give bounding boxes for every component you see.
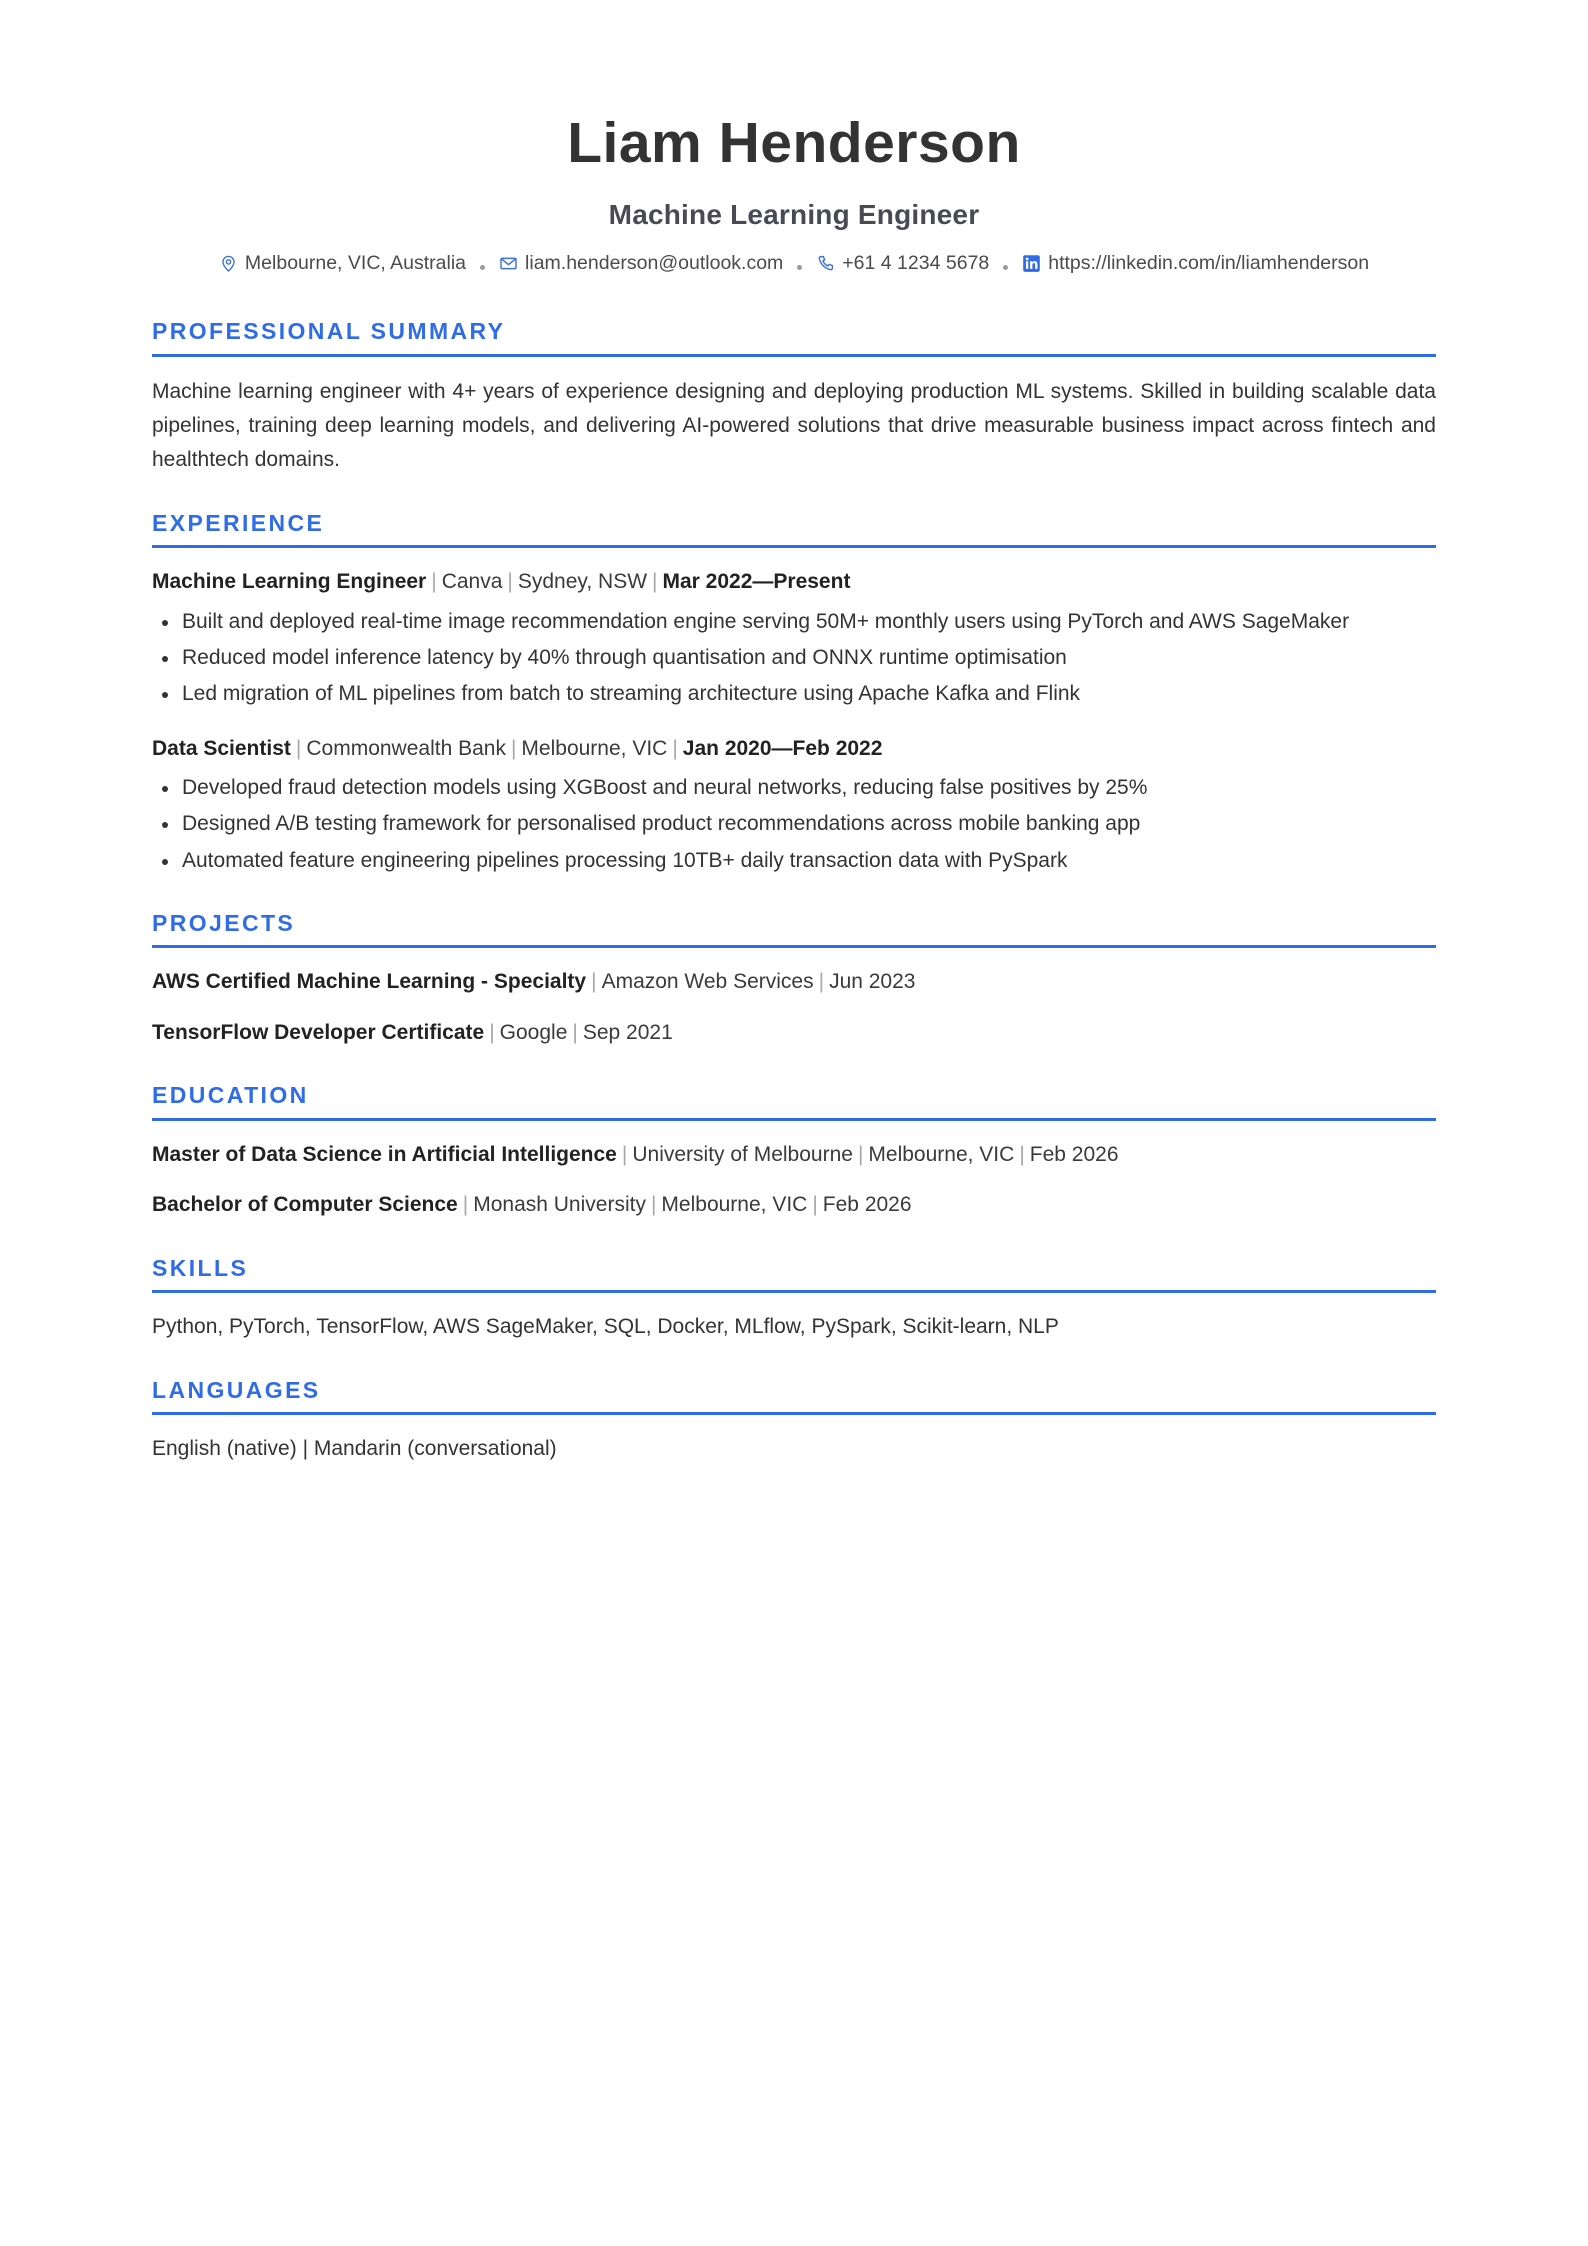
experience-company: Canva <box>441 569 503 593</box>
experience-entry <box>152 566 1436 711</box>
project-issuer: Google <box>499 1020 568 1044</box>
experience-job-title: Machine Learning Engineer <box>152 569 427 593</box>
education-location: Melbourne, VIC <box>868 1142 1015 1166</box>
resume-header <box>152 0 1436 273</box>
pipe-separator: | <box>1019 1142 1025 1166</box>
pipe-separator: | <box>572 1020 578 1044</box>
section-heading-professional-summary: PROFESSIONAL SUMMARY <box>152 318 506 345</box>
project-title: TensorFlow Developer Certificate <box>152 1020 485 1044</box>
pipe-separator: | <box>621 1142 628 1166</box>
contact-phone[interactable] <box>816 253 989 274</box>
section-education <box>152 1083 1436 1221</box>
education-degree: Bachelor of Computer Science <box>152 1193 458 1217</box>
pipe-separator: | <box>510 736 517 760</box>
section-languages <box>152 1378 1436 1466</box>
contact-phone-text: +61 4 1234 5678 <box>842 251 990 274</box>
email-icon <box>499 254 518 273</box>
candidate-job-title: Machine Learning Engineer <box>608 198 980 230</box>
education-school: University of Melbourne <box>632 1142 853 1166</box>
education-date: Feb 2026 <box>822 1193 912 1217</box>
education-degree: Master of Data Science in Artificial Intelligence <box>152 1142 617 1166</box>
contact-separator-dot <box>1003 265 1008 270</box>
pipe-separator: | <box>462 1193 469 1217</box>
contact-email[interactable] <box>499 253 783 274</box>
experience-bullet: Built and deployed real-time image recommendation engine serving 50M+ monthly users using PyTorch and AWS SageMaker <box>152 606 1436 638</box>
project-date: Sep 2021 <box>582 1020 673 1044</box>
experience-dates: Mar 2022—Present <box>662 569 851 593</box>
linkedin-icon <box>1022 254 1041 273</box>
education-entry <box>152 1189 1436 1222</box>
section-heading-languages: LANGUAGES <box>152 1376 321 1403</box>
section-skills <box>152 1256 1436 1344</box>
experience-entry <box>152 733 1436 878</box>
experience-bullet-list <box>152 606 1436 711</box>
experience-entry-header <box>152 566 1436 599</box>
experience-bullet-list <box>152 772 1436 877</box>
pipe-separator: | <box>818 970 825 994</box>
experience-bullet: Reduced model inference latency by 40% through quantisation and ONNX runtime optimisation <box>152 642 1436 674</box>
experience-bullet: Developed fraud detection models using XGBoost and neural networks, reducing false positives by 25% <box>152 772 1436 804</box>
education-entry <box>152 1139 1436 1172</box>
location-pin-icon <box>219 254 238 273</box>
education-date: Feb 2026 <box>1029 1142 1119 1166</box>
pipe-separator: | <box>857 1142 864 1166</box>
section-professional-summary <box>152 319 1436 476</box>
pipe-separator: | <box>652 569 658 593</box>
project-date: Jun 2023 <box>829 970 916 994</box>
pipe-separator: | <box>507 569 513 593</box>
education-location: Melbourne, VIC <box>661 1193 808 1217</box>
experience-dates: Jan 2020—Feb 2022 <box>682 736 883 760</box>
section-experience <box>152 511 1436 877</box>
experience-location: Melbourne, VIC <box>521 736 668 760</box>
experience-company: Commonwealth Bank <box>306 736 506 760</box>
section-projects <box>152 911 1436 1049</box>
section-heading-projects: PROJECTS <box>152 910 296 937</box>
experience-job-title: Data Scientist <box>152 736 291 760</box>
experience-bullet: Led migration of ML pipelines from batch to streaming architecture using Apache Kafka and Flink <box>152 678 1436 710</box>
contact-separator-dot <box>797 265 802 270</box>
pipe-separator: | <box>591 970 597 994</box>
section-heading-education: EDUCATION <box>152 1082 309 1109</box>
pipe-separator: | <box>295 736 302 760</box>
contact-linkedin[interactable] <box>1022 253 1369 274</box>
candidate-name: Liam Henderson <box>567 111 1021 175</box>
project-issuer: Amazon Web Services <box>601 970 814 994</box>
pipe-separator: | <box>650 1193 657 1217</box>
professional-summary-text: Machine learning engineer with 4+ years of experience designing and deploying production ML systems. Skilled in building scalable data pipelines, training deep learning models, and delivering AI-powered solutions that drive measurable business impact across fintech and healthtech domains. <box>152 379 1436 471</box>
languages-text: English (native) | Mandarin (conversational) <box>152 1436 557 1460</box>
pipe-separator: | <box>431 569 437 593</box>
experience-bullet: Automated feature engineering pipelines processing 10TB+ daily transaction data with PySpark <box>152 845 1436 877</box>
contact-location <box>219 253 466 274</box>
contact-line <box>152 253 1436 274</box>
project-entry <box>152 966 1436 999</box>
experience-entry-header <box>152 733 1436 766</box>
project-entry <box>152 1017 1436 1050</box>
pipe-separator: | <box>812 1193 818 1217</box>
experience-location: Sydney, NSW <box>517 569 648 593</box>
skills-text: Python, PyTorch, TensorFlow, AWS SageMaker, SQL, Docker, MLflow, PySpark, Scikit-learn, NLP <box>152 1315 1059 1339</box>
contact-linkedin-text: https://linkedin.com/in/liamhenderson <box>1048 251 1370 274</box>
contact-separator-dot <box>480 265 485 270</box>
pipe-separator: | <box>489 1020 495 1044</box>
pipe-separator: | <box>672 736 678 760</box>
contact-email-text: liam.henderson@outlook.com <box>525 251 784 274</box>
experience-bullet: Designed A/B testing framework for personalised product recommendations across mobile banking app <box>152 808 1436 840</box>
contact-location-text: Melbourne, VIC, Australia <box>244 251 467 274</box>
education-school: Monash University <box>473 1193 646 1217</box>
section-heading-skills: SKILLS <box>152 1254 249 1281</box>
phone-icon <box>816 254 835 273</box>
project-title: AWS Certified Machine Learning - Specialty <box>152 970 587 994</box>
section-heading-experience: EXPERIENCE <box>152 509 325 536</box>
